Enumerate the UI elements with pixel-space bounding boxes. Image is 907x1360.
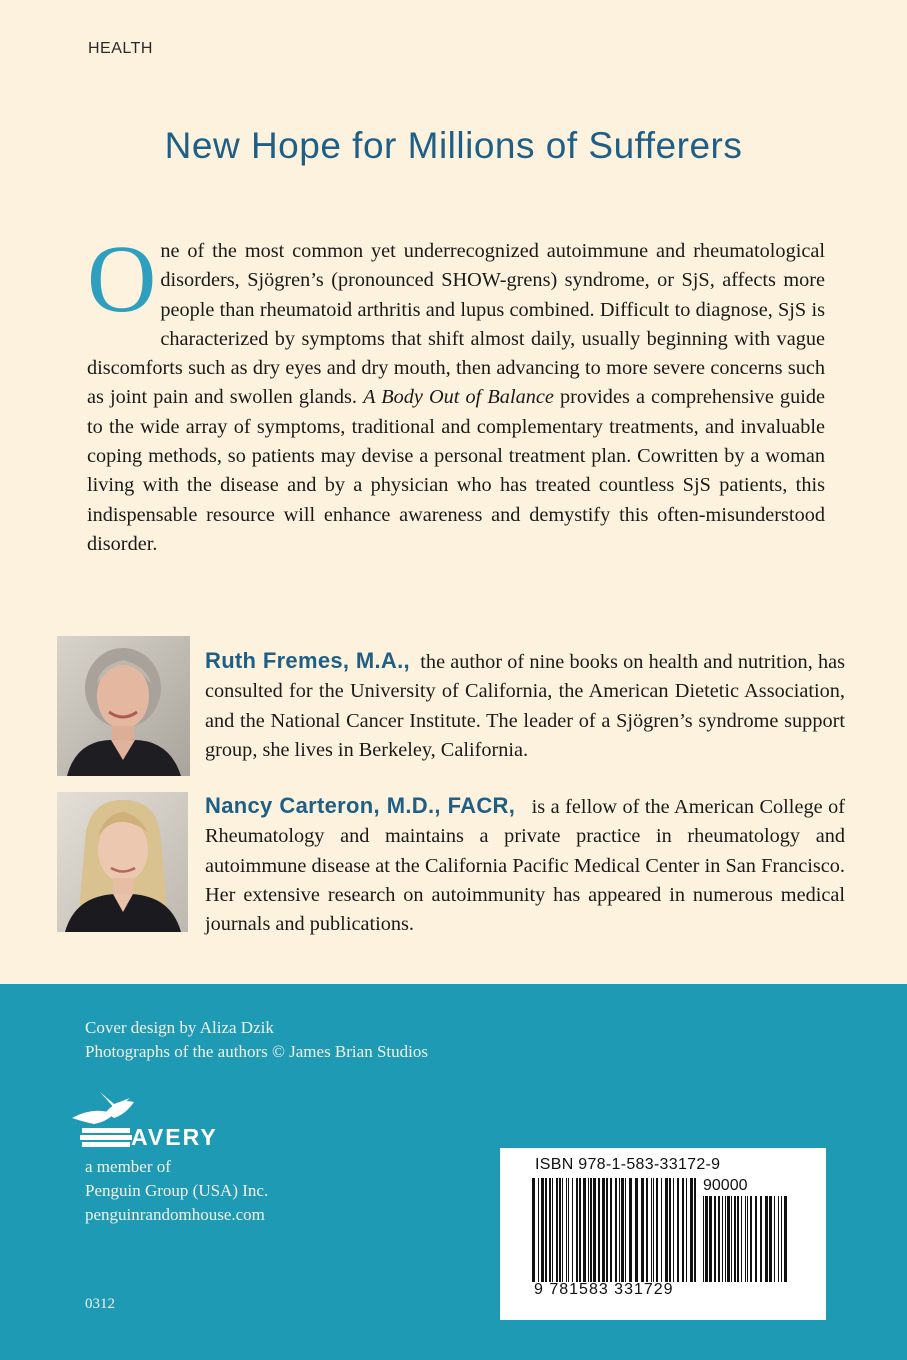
cover-design-credit: Cover design by Aliza Dzik <box>85 1018 274 1037</box>
author-bio-text-ruth: the author of nine books on health and nutrition, has consulted for the University of California, the American Dietetic Association, and the National Cancer Institute. The leader of a Sjögren’s syndrome support group, she lives in Berkeley, California. <box>205 651 845 761</box>
barcode-digits: 9 781583 331729 <box>534 1281 674 1298</box>
blurb-part-2: provides a comprehensive guide to the wide array of symptoms, traditional and complementary treatments, and invaluable coping methods, so patients may devise a personal treatment plan. Cowritten by a woman living with the disease and by a physician who has treated countless SjS patients, this indispensable resource will enhance awareness and demystify this often-misunderstood disorder. <box>87 386 825 555</box>
author-name-ruth: Ruth Fremes, M.A., <box>205 648 410 673</box>
publisher-info <box>85 1155 268 1227</box>
blurb-part-1: ne of the most common yet underrecognized autoimmune and rheumatological disorders, Sjögren’s (pronounced SHOW-grens) syndrome, or SjS, affects more people than rheumatoid arthritis and lupus combined. Difficult to diagnose, SjS is characterized by symptoms that shift almost daily, usually beginning with vague discomforts such as dry eyes and dry mouth, then advancing to more severe concerns such as joint pain and swollen glands. <box>87 240 825 409</box>
book-title: A Body Out of Balance <box>363 386 554 409</box>
barcode-main-icon <box>532 1178 696 1282</box>
author-bio-ruth <box>205 646 845 765</box>
publisher-group: Penguin Group (USA) Inc. <box>85 1181 269 1200</box>
publisher-member: a member of <box>85 1157 171 1176</box>
author-name-nancy: Nancy Carteron, M.D., FACR, <box>205 793 516 818</box>
author-bio-text-nancy: is a fellow of the American College of Rheumatology and maintains a private practice in rheumatology and autoimmune disease at the California Pacific Medical Center in San Francisco. Her extensive research on autoimmunity has appeared in numerous medical journals and publications. <box>205 796 845 936</box>
category-label: HEALTH <box>88 40 153 57</box>
avery-logo-text: AVERY <box>131 1124 218 1150</box>
drop-cap: O <box>87 225 157 332</box>
author-photo-nancy <box>57 792 188 932</box>
product-code: 0312 <box>85 1296 115 1312</box>
credits <box>85 1016 428 1064</box>
photo-credit: Photographs of the authors © James Brian Studios <box>85 1042 428 1061</box>
isbn-label: ISBN 978-1-583-33172-9 <box>535 1156 721 1173</box>
publisher-website: penguinrandomhouse.com <box>85 1205 265 1224</box>
barcode-addon-icon <box>703 1196 787 1282</box>
price-code: 90000 <box>703 1177 748 1194</box>
headline: New Hope for Millions of Sufferers <box>164 125 743 166</box>
description-blurb <box>87 225 825 559</box>
author-photo-ruth <box>57 636 190 776</box>
author-bio-nancy <box>205 791 845 939</box>
